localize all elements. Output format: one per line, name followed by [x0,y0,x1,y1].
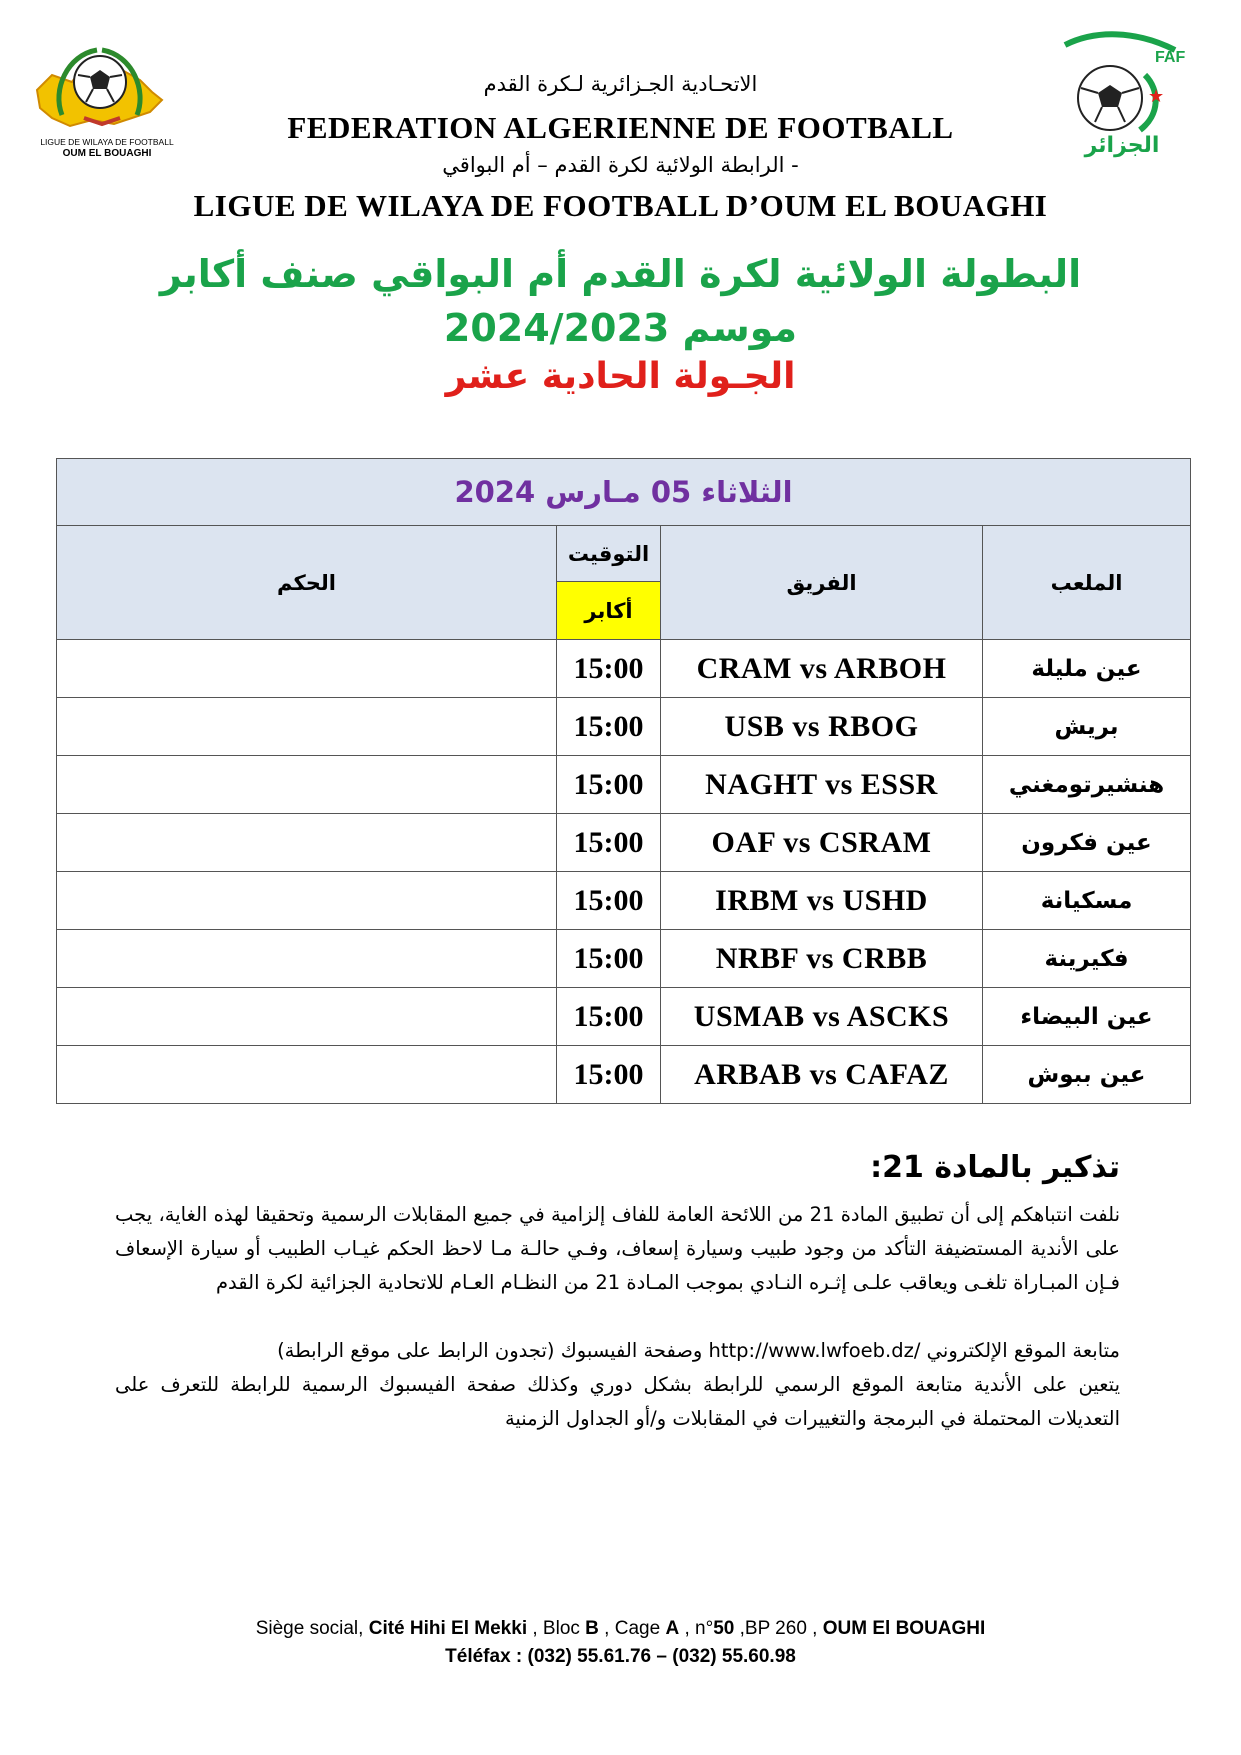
notice-paragraph-2: متابعة الموقع الإلكتروني /http://www.lwfoeb.dz وصفحة الفيسبوك (تجدون الرابط على موقع الرابطة) [277,1339,1120,1362]
match-cell: USMAB vs ASCKS [661,988,983,1046]
league-name-fr: LIGUE DE WILAYA DE FOOTBALL D’OUM EL BOUAGHI [193,188,1048,223]
day-row [57,459,1191,526]
table-row [57,872,1191,930]
league-logo-text-1: LIGUE DE WILAYA DE FOOTBALL [40,137,174,147]
category-header: أكابر [557,582,661,640]
match-cell: USB vs RBOG [661,698,983,756]
table-row [57,698,1191,756]
stadium-cell: عين البيضاء [983,988,1191,1046]
table-row [57,930,1191,988]
match-cell: NAGHT vs ESSR [661,756,983,814]
schedule-table [56,458,1191,1104]
footer-sep-4: ,BP 260 , [734,1618,823,1639]
footer-number: 50 [713,1618,735,1639]
time-cell: 15:00 [557,756,661,814]
team-header: الفريق [661,526,983,640]
time-cell: 15:00 [557,872,661,930]
time-cell: 15:00 [557,988,661,1046]
notice-paragraph-3: يتعين على الأندية متابعة الموقع الرسمي للرابطة بشكل دوري وكذلك صفحة الفيسبوك الرسمية للرابطة للتعرف على التعديلات المحتملة في البرمجة والتغييرات في المقابلات و/أو الجداول الزمنية [115,1373,1120,1430]
table-row [57,814,1191,872]
season-title: موسم 2024/2023 [443,306,798,350]
referee-cell [57,930,557,988]
table-row [57,756,1191,814]
match-cell: NRBF vs CRBB [661,930,983,988]
notice-paragraph-1: نلفت انتباهكم إلى أن تطبيق المادة 21 من اللائحة العامة للفاف إلزامية في جميع المقابلات الرسمية وتحقيقا لهذه الغاية، يجب على الأندية المستضيفة التأكد من وجود طبيب وسيارة إسعاف، وفـي حالـة مـا لاحظ الحكم غيـاب الطبيب أو سيارة الإسعاف فـإن المبـاراة تلغـى ويعاقب علـى إثـره النـادي بموجب المـادة 21 من النظـام العـام للاتحادية الجزائية لكرة القدم [115,1203,1120,1294]
stadium-cell: عين مليلة [983,640,1191,698]
referee-header: الحكم [57,526,557,640]
table-header-row [57,526,1191,582]
match-cell: IRBM vs USHD [661,872,983,930]
faf-logo-text: الجزائر [1084,133,1160,158]
league-logo-text-2: OUM EL BOUAGHI [62,148,152,159]
footer-address [0,1618,1241,1640]
footer-prefix: Siège social, [255,1618,369,1639]
federation-name-ar: الاتحـادية الجـزائرية لـكرة القدم [483,72,758,96]
stadium-cell: عين فكرون [983,814,1191,872]
match-cell: ARBAB vs CAFAZ [661,1046,983,1104]
match-cell: OAF vs CSRAM [661,814,983,872]
time-cell: 15:00 [557,814,661,872]
footer-bloc: B [585,1618,599,1639]
table-row [57,988,1191,1046]
notice-title: تذكير بالمادة 21: [870,1150,1120,1185]
time-cell: 15:00 [557,1046,661,1104]
faf-logo-letters: FAF [1155,49,1186,66]
stadium-cell: مسكيانة [983,872,1191,930]
stadium-header: الملعب [983,526,1191,640]
footer-sep-1: , Bloc [527,1618,586,1639]
league-name-ar: الرابطة الولائية لكرة القدم – أم البواقي - [442,153,799,177]
championship-title: البطولة الولائية لكرة القدم أم البواقي صنف أكابر [159,252,1082,296]
referee-cell [57,814,557,872]
referee-cell [57,872,557,930]
time-header: التوقيت [557,526,661,582]
time-cell: 15:00 [557,640,661,698]
footer-sep-2: , Cage [598,1618,666,1639]
stadium-cell: بريش [983,698,1191,756]
referee-cell [57,640,557,698]
footer-city: OUM El BOUAGHI [822,1618,986,1639]
footer-cage: A [665,1618,680,1639]
table-row [57,1046,1191,1104]
footer-street: Cité Hihi El Mekki [368,1618,528,1639]
stadium-cell: عين ببوش [983,1046,1191,1104]
time-cell: 15:00 [557,930,661,988]
federation-name-fr: FEDERATION ALGERIENNE DE FOOTBALL [287,110,954,145]
match-cell: CRAM vs ARBOH [661,640,983,698]
referee-cell [57,698,557,756]
referee-cell [57,988,557,1046]
time-cell: 15:00 [557,698,661,756]
stadium-cell: هنشيرتومغني [983,756,1191,814]
table-row [57,640,1191,698]
stadium-cell: فكيرينة [983,930,1191,988]
referee-cell [57,1046,557,1104]
round-title: الجـولة الحادية عشر [445,356,796,397]
day-label: الثلاثاء 05 مـارس 2024 [57,459,1191,526]
star-icon: ★ [1148,86,1165,107]
referee-cell [57,756,557,814]
footer-telefax: Téléfax : (032) 55.61.76 – (032) 55.60.98 [445,1646,796,1667]
footer-sep-3: , n° [679,1618,714,1639]
